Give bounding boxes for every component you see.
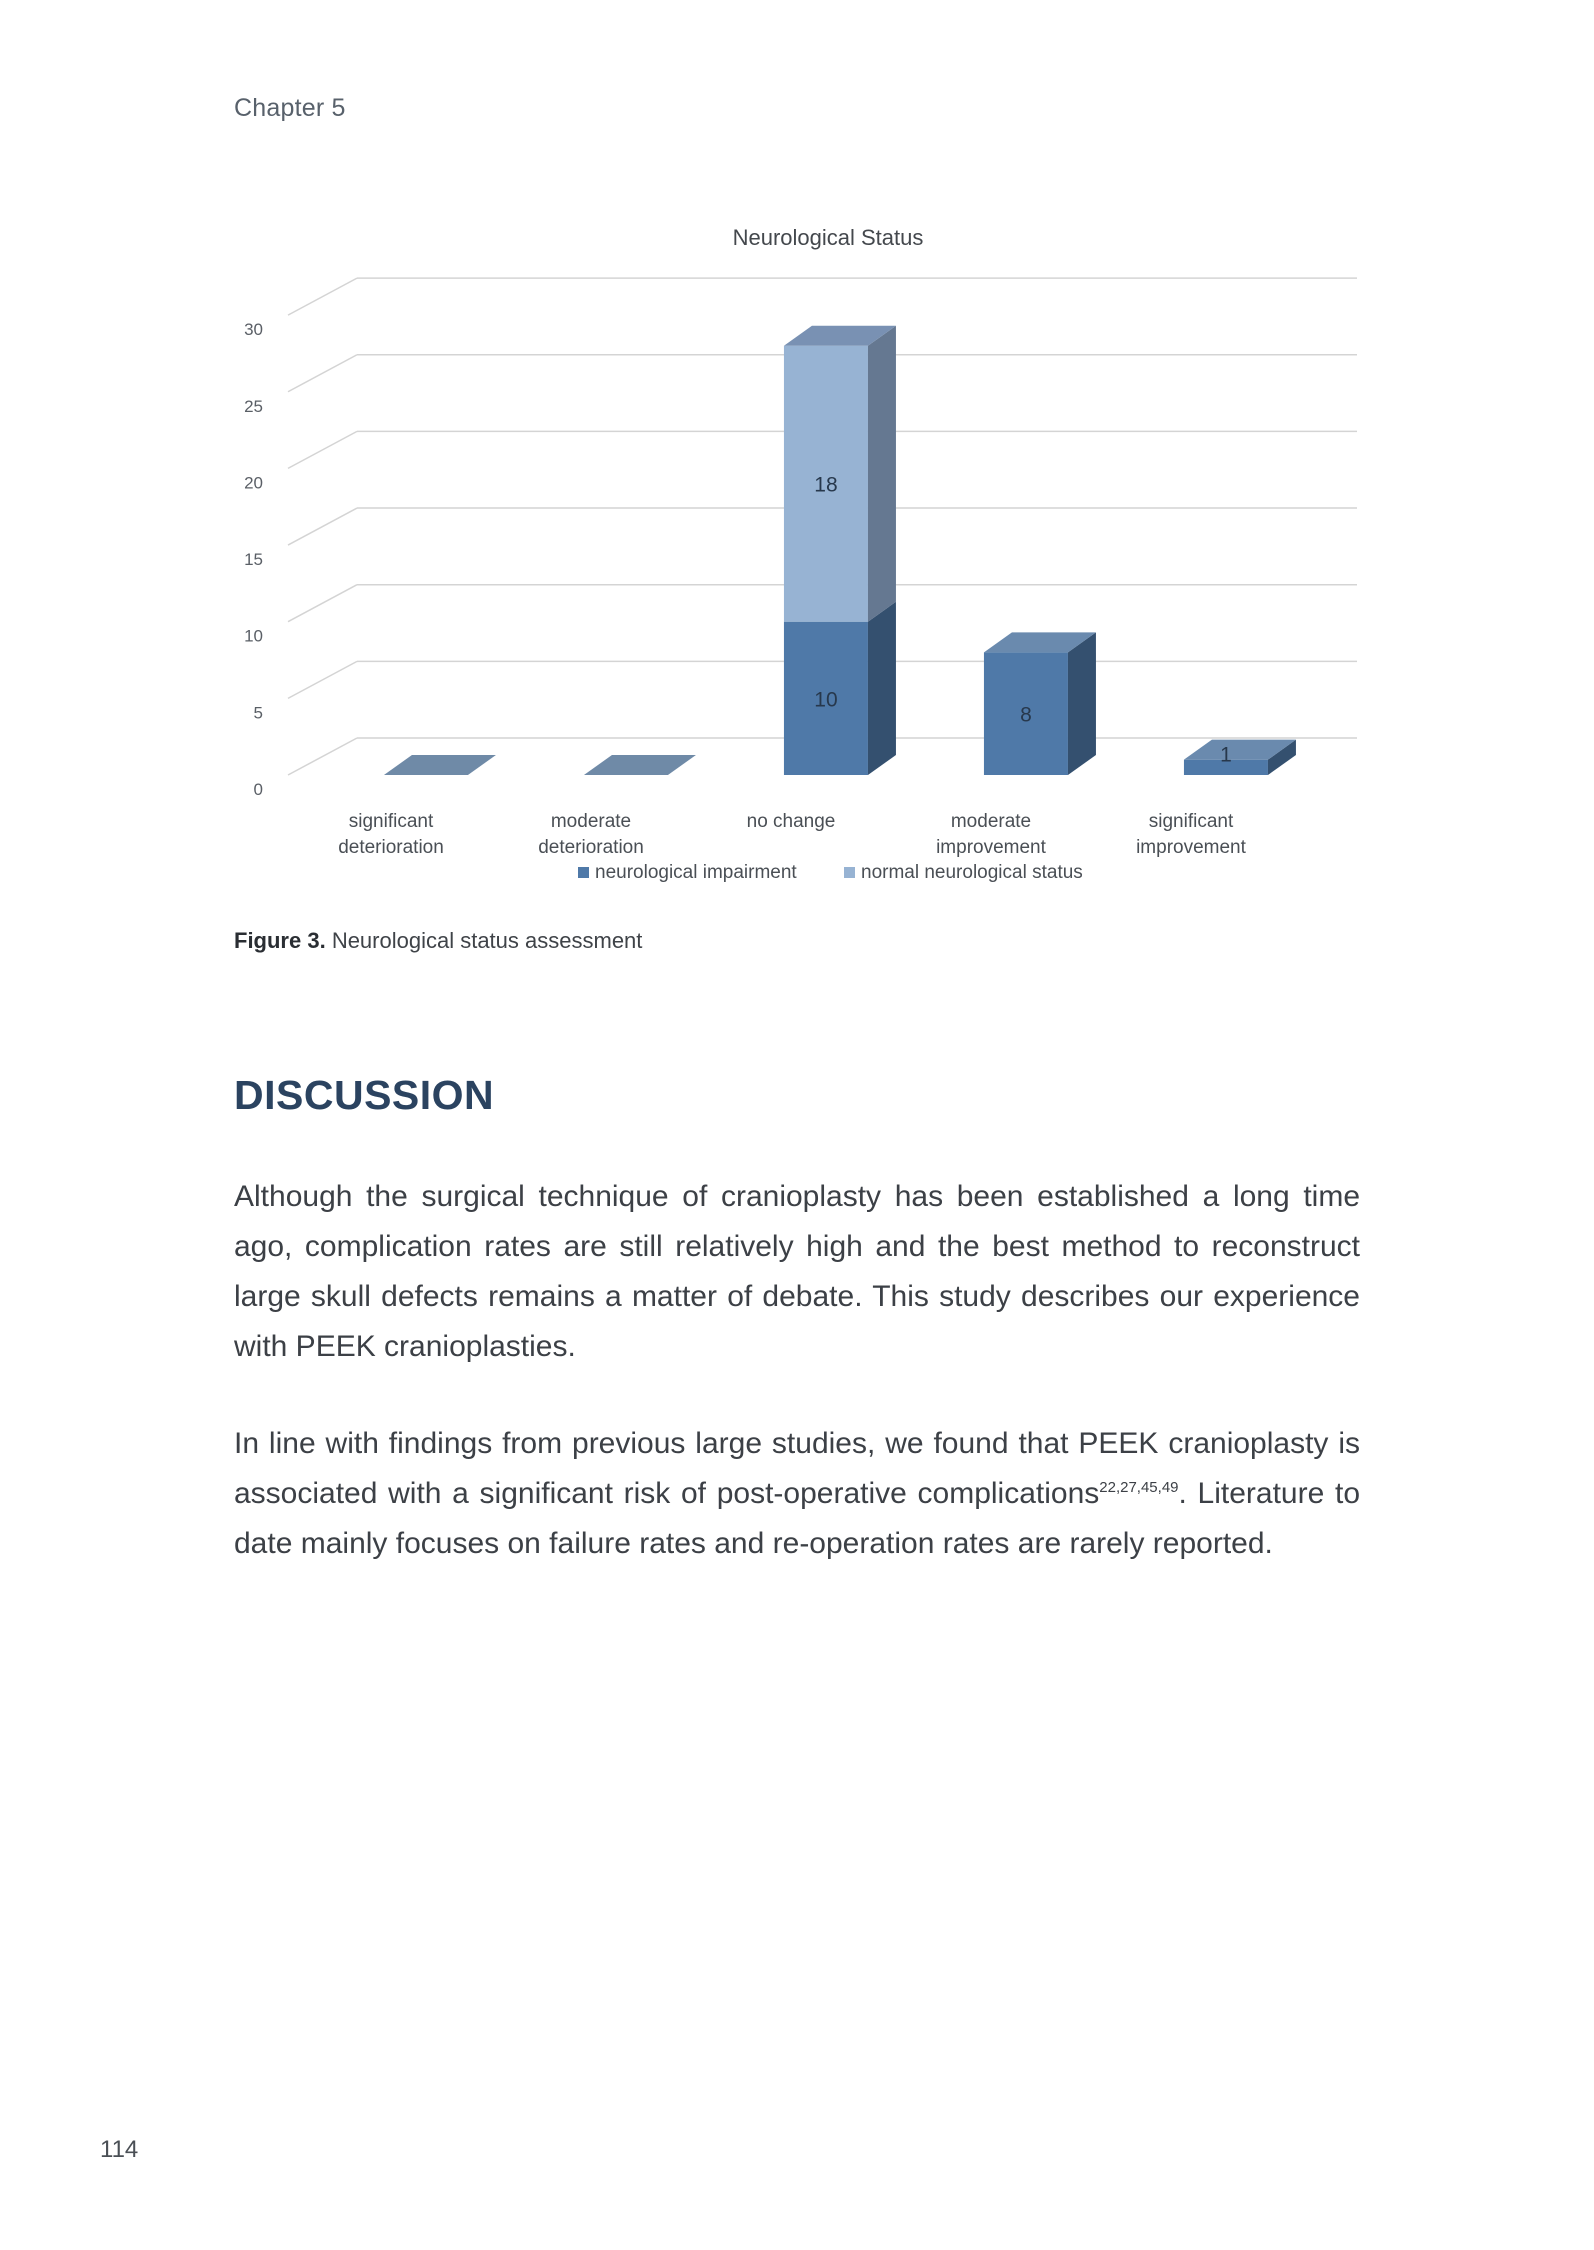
page-number: 114 — [100, 2136, 139, 2163]
data-label: 18 — [814, 473, 838, 497]
chart-title: Neurological Status — [732, 225, 924, 250]
citation-refs: 22,27,45,49 — [1099, 1479, 1179, 1496]
paragraph-2 — [234, 1419, 1360, 1569]
paragraph-2-text-a: In line with findings from previous large studies, we found that PEEK cranioplasty is associated with a significant risk of post-operative complications — [234, 1427, 1360, 1510]
gridline-side — [288, 738, 357, 775]
y-tick-label: 10 — [244, 626, 263, 646]
running-head: Chapter 5 — [234, 94, 346, 122]
paragraph-1: Although the surgical technique of cranioplasty has been established a long time ago, complication rates are still relatively high and the best method to reconstruct large skull defects remains a matter of debate. This study describes our experience with PEEK cranioplasties. — [234, 1180, 1360, 1363]
y-tick-label: 30 — [244, 320, 263, 340]
bar-floor — [584, 755, 696, 775]
bar-segment-side — [868, 326, 896, 622]
neurological-status-chart — [0, 0, 1594, 960]
bar-segment-side — [1068, 632, 1096, 775]
legend-label: normal neurological status — [861, 862, 1083, 883]
legend-label: neurological impairment — [595, 862, 797, 883]
y-tick-label: 0 — [253, 780, 263, 799]
data-label: 10 — [814, 688, 838, 712]
chart-legend — [578, 862, 1083, 883]
data-label: 8 — [1020, 703, 1032, 727]
y-tick-label: 15 — [244, 550, 263, 570]
x-category-label: moderate deterioration — [538, 811, 644, 858]
data-label: 1 — [1220, 743, 1232, 767]
y-tick-label: 5 — [253, 703, 263, 723]
section-heading: DISCUSSION — [234, 1072, 495, 1118]
y-tick-label: 20 — [244, 473, 263, 493]
paragraph-2-text-b: . Literature to date mainly focuses on failure rates and re-operation rates are rarely reported. — [234, 1477, 1361, 1560]
figure-label: Figure 3. — [234, 928, 326, 953]
gridline-side — [288, 585, 357, 622]
figure-caption-text: Neurological status assessment — [331, 928, 643, 953]
legend-swatch — [578, 867, 589, 878]
bar-floor — [384, 755, 496, 775]
gridline-side — [288, 661, 357, 698]
y-tick-label: 25 — [244, 396, 263, 416]
gridline-side — [288, 278, 357, 315]
gridline-side — [288, 508, 357, 545]
legend-swatch — [844, 867, 855, 878]
gridline-side — [288, 355, 357, 392]
x-category-label: no change — [746, 811, 836, 832]
gridline-side — [288, 431, 357, 468]
figure-caption — [234, 928, 642, 954]
x-category-label: significant deterioration — [338, 811, 444, 858]
x-category-label: significant improvement — [1136, 811, 1246, 858]
x-category-label: moderate improvement — [936, 811, 1046, 858]
bar-segment-side — [868, 602, 896, 775]
